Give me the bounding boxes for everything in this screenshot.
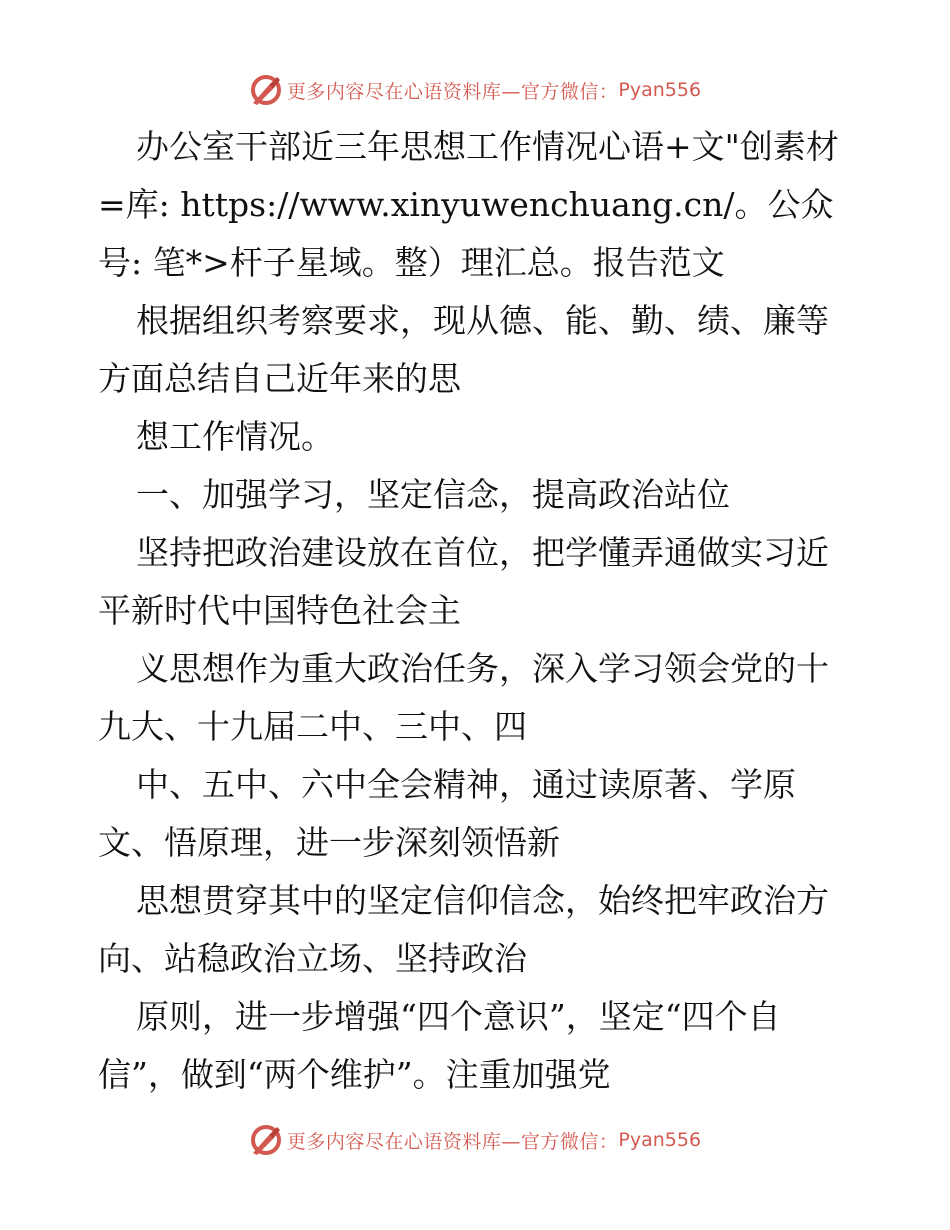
body-text-line: 根据组织考察要求，现从德、能、勤、绩、廉等	[136, 301, 829, 340]
body-text-line: =库: https://www.xinyuwenchuang.cn/。公众	[98, 185, 834, 224]
body-text-line: 中、五中、六中全会精神，通过读原著、学原	[136, 765, 796, 804]
header-banner	[0, 70, 950, 110]
body-text-line: 坚持把政治建设放在首位，把学懂弄通做实习近	[136, 533, 829, 572]
body-text-line: 义思想作为重大政治任务，深入学习领会党的十	[136, 649, 829, 688]
body-text-line: 文、悟原理，进一步深刻领悟新	[98, 823, 560, 862]
brush-pen-logo-icon	[249, 1123, 283, 1157]
body-text-line: 原则，进一步增强“四个意识”，坚定“四个自	[136, 997, 781, 1036]
body-text-line: 一、加强学习，坚定信念，提高政治站位	[136, 475, 730, 514]
body-text-line: 九大、十九届二中、三中、四	[98, 707, 527, 746]
brush-pen-logo-icon	[249, 73, 283, 107]
body-text-line: 想工作情况。	[136, 417, 334, 456]
body-text-line: 办公室干部近三年思想工作情况心语+文"创素材	[136, 127, 839, 166]
body-text-line: 信”，做到“两个维护”。注重加强党	[98, 1055, 611, 1094]
body-text-line: 方面总结自己近年来的思	[98, 359, 461, 398]
body-text-line: 平新时代中国特色社会主	[98, 591, 461, 630]
banner-text: 更多内容尽在心语资料库—官方微信：	[286, 80, 619, 103]
body-text-line: 思想贯穿其中的坚定信仰信念，始终把牢政治方	[136, 881, 829, 920]
body-text-line: 向、站稳政治立场、坚持政治	[98, 939, 527, 978]
footer-banner	[0, 1120, 950, 1160]
document-body	[98, 118, 858, 1104]
wechat-id: Pyan556	[618, 1129, 702, 1151]
body-text-line: 号: 笔*>杆子星域。整）理汇总。报告范文	[98, 243, 725, 282]
wechat-id: Pyan556	[618, 79, 702, 101]
banner-text: 更多内容尽在心语资料库—官方微信：	[286, 1130, 619, 1153]
